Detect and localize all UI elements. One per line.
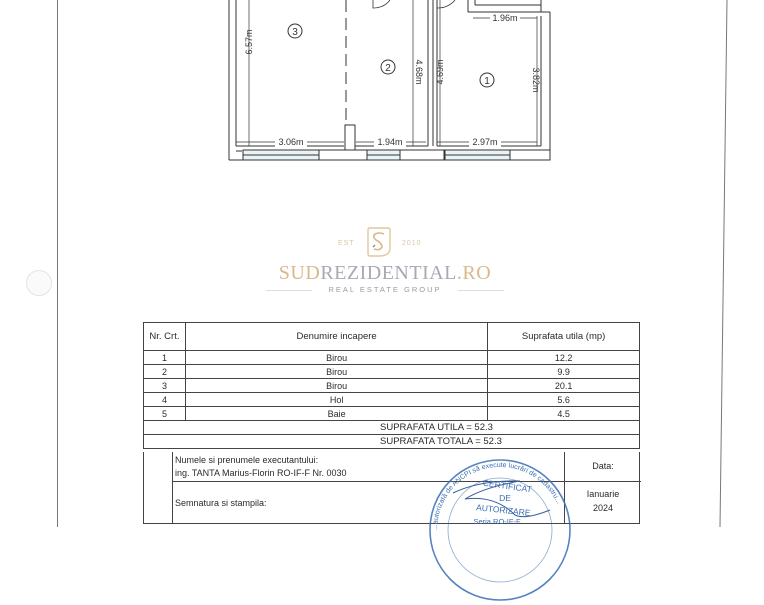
dim-room3-width: 3.06m bbox=[278, 137, 304, 147]
logo-year-label: 2010 bbox=[402, 240, 422, 247]
stamp-line-2: DE bbox=[499, 493, 511, 503]
date-year: 2024 bbox=[592, 503, 614, 513]
date-value bbox=[565, 487, 641, 515]
header-nr: Nr. Crt. bbox=[144, 323, 186, 351]
summary-total-area: SUPRAFATA TOTALA = 52.3 bbox=[144, 435, 640, 449]
summary-total-row bbox=[144, 435, 640, 449]
stamp-line-4: Seria RO-IF-F bbox=[473, 517, 521, 526]
dim-room2-height: 4.68m bbox=[414, 59, 424, 85]
punch-hole bbox=[26, 270, 52, 296]
table-row: 4 Hol 5.6 bbox=[144, 393, 640, 407]
header-room-name: Denumire incapere bbox=[185, 323, 487, 351]
floor-plan bbox=[0, 0, 764, 170]
header-area: Suprafata utila (mp) bbox=[488, 323, 640, 351]
table-row: 1 Birou 12.2 bbox=[144, 351, 640, 365]
authorization-stamp bbox=[425, 455, 575, 605]
dim-room2-width: 1.94m bbox=[377, 137, 403, 147]
table-row: 5 Baie 4.5 bbox=[144, 407, 640, 421]
logo-est-label: EST bbox=[338, 240, 355, 247]
rooms-area-table bbox=[143, 322, 640, 449]
date-month: Ianuarie bbox=[586, 489, 620, 499]
watermark-logo bbox=[250, 222, 520, 302]
logo-brand-name: SUDREZIDENTIAL.RO bbox=[278, 262, 492, 284]
room-1-label: 1 bbox=[484, 76, 490, 87]
logo-tagline: REAL ESTATE GROUP bbox=[250, 285, 520, 294]
stamp-line-1: CERTIFICAT bbox=[482, 477, 533, 495]
dim-room1-width: 2.97m bbox=[472, 137, 498, 147]
summary-useful-row bbox=[144, 421, 640, 435]
signature-label: Semnatura si stampila: bbox=[175, 498, 267, 508]
room-2-label: 2 bbox=[385, 63, 391, 74]
executor-name: ing. TANTA Marius-Florin RO-IF-F Nr. 0030 bbox=[175, 468, 347, 478]
dim-room1-right-height: 3.82m bbox=[531, 67, 541, 93]
date-label: Data: bbox=[592, 461, 614, 471]
dim-top-right-width: 1.96m bbox=[492, 13, 518, 23]
dim-room3-height: 6.57m bbox=[244, 29, 254, 55]
dim-room1-left-height: 4.69m bbox=[435, 59, 445, 85]
stamp-arc-text: ...autorizată de ANCPI să execute lucrări de cadastru... bbox=[431, 461, 562, 531]
table-row: 3 Birou 20.1 bbox=[144, 379, 640, 393]
stamp-line-3: AUTORIZARE bbox=[475, 502, 532, 518]
room-3-label: 3 bbox=[292, 27, 298, 38]
info-left-cell bbox=[144, 452, 173, 523]
logo-s-icon bbox=[365, 226, 393, 258]
executor-label: Numele si prenumele executantului: bbox=[175, 455, 319, 465]
summary-useful-area: SUPRAFATA UTILA = 52.3 bbox=[144, 421, 640, 435]
table-row: 2 Birou 9.9 bbox=[144, 365, 640, 379]
table-header-row bbox=[144, 323, 640, 351]
